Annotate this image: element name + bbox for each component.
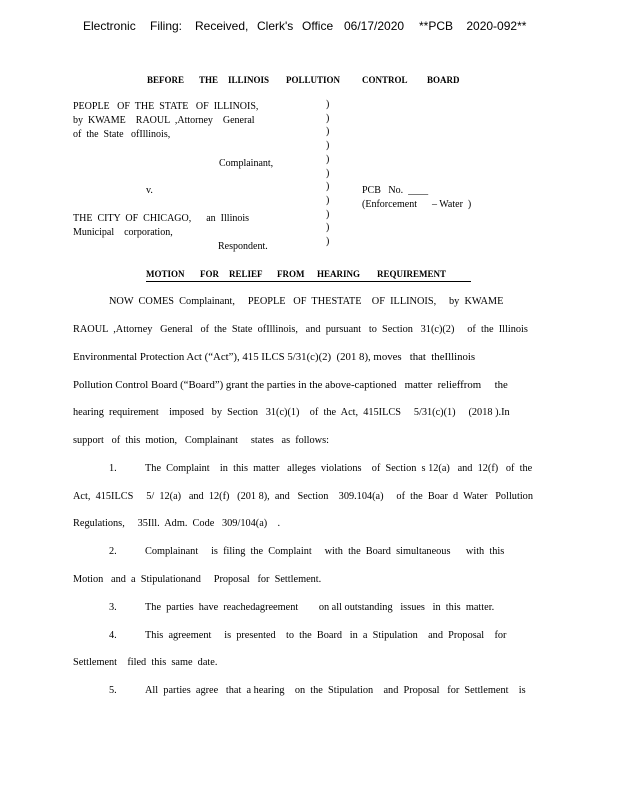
defendant-line-1: THE CITY OF CHICAGO, an Illinois	[73, 213, 250, 224]
paragraph-number: 4.	[109, 630, 117, 641]
header-filing: Filing:	[150, 19, 183, 33]
paragraph-line: Settlement filed this same date.	[73, 657, 218, 668]
motion-title-w1: MOTION	[146, 269, 185, 279]
header-date: 06/17/2020	[344, 19, 405, 33]
paragraph-line: This agreement is presented to the Board in a Stipulation and Proposal for	[145, 630, 507, 641]
board-title-w6: BOARD	[427, 75, 460, 85]
case-number: PCB No. ____	[362, 185, 429, 196]
header-office: Office	[302, 19, 334, 33]
plaintiff-line-1: PEOPLE OF THE STATE OF ILLINOIS,	[73, 101, 259, 112]
body-line: support of this motion, Complainant states as follows:	[73, 435, 329, 446]
motion-title-underline	[146, 281, 471, 282]
respondent-label: Respondent.	[218, 241, 268, 252]
body-line: RAOUL ,Attorney General of the State ofIllinois, and pursuant to Section 31(c)(2) of the Illinois	[73, 324, 528, 335]
bracket: )	[326, 208, 330, 220]
board-title-w5: CONTROL	[362, 75, 408, 85]
paragraph-line: Act, 415ILCS 5/ 12(a) and 12(f) (201 8), and Section 309.104(a) of the Boar d Water Pollution	[73, 491, 533, 502]
bracket: )	[326, 222, 330, 234]
bracket: )	[326, 112, 330, 124]
paragraph-line: Complainant is filing the Complaint with the Board simultaneous with this	[145, 546, 505, 557]
plaintiff-line-2: by KWAME RAOUL ,Attorney General	[73, 115, 255, 126]
paragraph-line: The parties have reachedagreement on all outstanding issues in this matter.	[145, 602, 495, 613]
bracket: )	[326, 194, 330, 206]
bracket: )	[326, 167, 330, 179]
bracket: )	[326, 126, 330, 138]
body-line: Pollution Control Board (“Board”) grant the parties in the above-captioned matter relieffrom the	[73, 379, 508, 391]
versus-label: v.	[146, 185, 153, 196]
caption-brackets	[326, 98, 329, 249]
body-line: hearing requirement imposed by Section 31(c)(1) of the Act, 415ILCS 5/31(c)(1) (2018 ).In	[73, 407, 510, 418]
body-line: Environmental Protection Act (“Act”), 415 ILCS 5/31(c)(2) (201 8), moves that theIllinois	[73, 351, 476, 363]
complainant-label: Complainant,	[219, 158, 274, 169]
case-type: (Enforcement – Water )	[362, 199, 472, 210]
board-title-w3: ILLINOIS	[228, 75, 270, 85]
paragraph-line: All parties agree that a hearing on the Stipulation and Proposal for Settlement is	[145, 685, 526, 696]
paragraph-number: 3.	[109, 602, 117, 613]
board-title-w4: POLLUTION	[286, 75, 341, 85]
body-line: NOW COMES Complainant, PEOPLE OF THESTATE OF ILLINOIS, by KWAME	[109, 296, 504, 307]
motion-title-w2: FOR	[200, 269, 219, 279]
board-title-w1: BEFORE	[147, 75, 185, 85]
header-electronic: Electronic	[83, 19, 136, 33]
motion-title-w3: RELIEF	[229, 269, 263, 279]
paragraph-line: The Complaint in this matter alleges violations of Section s 12(a) and 12(f) of the	[145, 463, 533, 474]
defendant-line-2: Municipal corporation,	[73, 227, 173, 238]
paragraph-line: Motion and a Stipulationand Proposal for Settlement.	[73, 574, 322, 585]
paragraph-number: 1.	[109, 463, 117, 474]
bracket: )	[326, 140, 330, 152]
bracket: )	[326, 99, 330, 110]
paragraph-number: 5.	[109, 685, 117, 696]
bracket: )	[326, 236, 330, 248]
motion-title-w4: FROM	[277, 269, 305, 279]
header-received: Received,	[195, 19, 249, 33]
header-clerks: Clerk's	[257, 19, 294, 33]
board-title-w2: THE	[199, 75, 219, 85]
bracket: )	[326, 181, 330, 193]
motion-title-w5: HEARING	[317, 269, 361, 279]
motion-title-w6: REQUIREMENT	[377, 269, 447, 279]
paragraph-number: 2.	[109, 546, 117, 557]
plaintiff-line-3: of the State ofIllinois,	[73, 129, 171, 140]
header-pcb-number: **PCB 2020-092**	[419, 19, 527, 33]
paragraph-line: Regulations, 35Ill. Adm. Code 309/104(a) .	[73, 518, 281, 529]
bracket: )	[326, 153, 330, 165]
